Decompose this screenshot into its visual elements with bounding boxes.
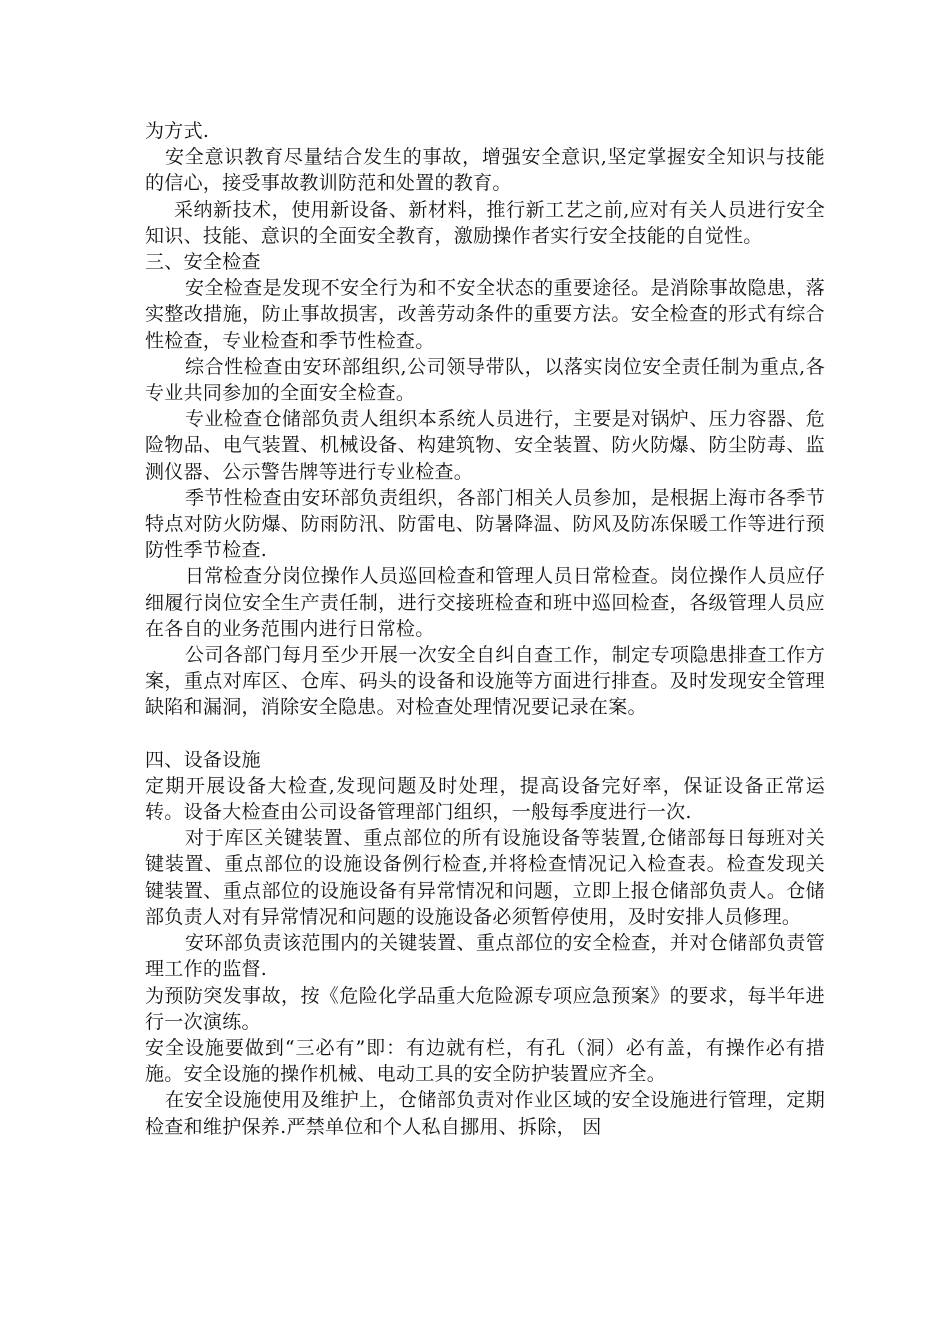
section-heading-equipment-facilities: 四、设备设施 (145, 748, 261, 771)
paragraph-safety-awareness: 安全意识教育尽量结合发生的事故，增强安全意识,坚定掌握安全知识与技能的信心，接受事故教训防范和处置的教育。 (145, 146, 825, 195)
paragraph-new-technology: 采纳新技术，使用新设备、新材料，推行新工艺之前,应对有关人员进行安全知识、技能、意识的全面安全教育，激励操作者实行安全技能的自觉性。 (145, 198, 825, 247)
paragraph-equipment-inspection: 定期开展设备大检查,发现问题及时处理，提高设备完好率，保证设备正常运转。设备大检查由公司设备管理部门组织，一般每季度进行一次. (145, 774, 825, 824)
paragraph-three-musts: 安全设施要做到“三必有”即：有边就有栏，有孔（洞）必有盖，有操作必有措施。安全设施的操作机械、电动工具的安全防护装置应齐全。 (145, 1036, 825, 1086)
paragraph-daily-inspection: 日常检查分岗位操作人员巡回检查和管理人员日常检查。岗位操作人员应仔细履行岗位安全生产责任制，进行交接班检查和班中巡回检查，各级管理人员应在各自的业务范围内进行日常检。 (145, 565, 825, 640)
paragraph-continuation: 为方式. (145, 120, 210, 142)
paragraph-seasonal-inspection: 季节性检查由安环部负责组织，各部门相关人员参加，是根据上海市各季节特点对防火防爆、防雨防汛、防雷电、防暑降温、防风及防冻保暖工作等进行预防性季节检查. (145, 486, 825, 562)
paragraph-inspection-overview: 安全检查是发现不安全行为和不安全状态的重要途径。是消除事故隐患，落实整改措施，防止事故损害，改善劳动条件的重要方法。安全检查的形式有综合性检查，专业检查和季节性检查。 (145, 277, 825, 352)
paragraph-key-devices: 对于库区关键装置、重点部位的所有设施设备等装置,仓储部每日每班对关键装置、重点部位的设施设备例行检查,并将检查情况记入检查表。检查发现关键装置、重点部位的设施设备有异常情况和问题，立即上报仓储部负责人。仓储部负责人对有异常情况和问题的设施设备必须暂停使用，及时安排人员修理。 (145, 827, 825, 928)
document-page (145, 118, 825, 1140)
paragraph-monthly-self-check: 公司各部门每月至少开展一次安全自纠自查工作，制定专项隐患排查工作方案，重点对库区、仓库、码头的设备和设施等方面进行排查。及时发现安全管理缺陷和漏洞，消除安全隐患。对检查处理情况要记录在案。 (145, 644, 825, 719)
paragraph-environmental-dept: 安环部负责该范围内的关键装置、重点部位的安全检查，并对仓储部负责管理工作的监督. (145, 932, 825, 981)
paragraph-comprehensive-inspection: 综合性检查由安环部组织,公司领导带队，以落实岗位安全责任制为重点,各专业共同参加的全面安全检查。 (145, 355, 825, 405)
blank-line (145, 721, 825, 747)
paragraph-facility-maintenance: 在安全设施使用及维护上，仓储部负责对作业区域的安全设施进行管理，定期检查和维护保养.严禁单位和个人私自挪用、拆除， 因 (145, 1089, 825, 1138)
paragraph-emergency-drill: 为预防突发事故，按《危险化学品重大危险源专项应急预案》的要求，每半年进行一次演练。 (145, 984, 825, 1033)
paragraph-professional-inspection: 专业检查仓储部负责人组织本系统人员进行，主要是对锅炉、压力容器、危险物品、电气装置、机械设备、构建筑物、安全装置、防火防爆、防尘防毒、监测仪器、公示警告牌等进行专业检查。 (145, 408, 825, 483)
section-heading-safety-inspection: 三、安全检查 (145, 251, 261, 274)
